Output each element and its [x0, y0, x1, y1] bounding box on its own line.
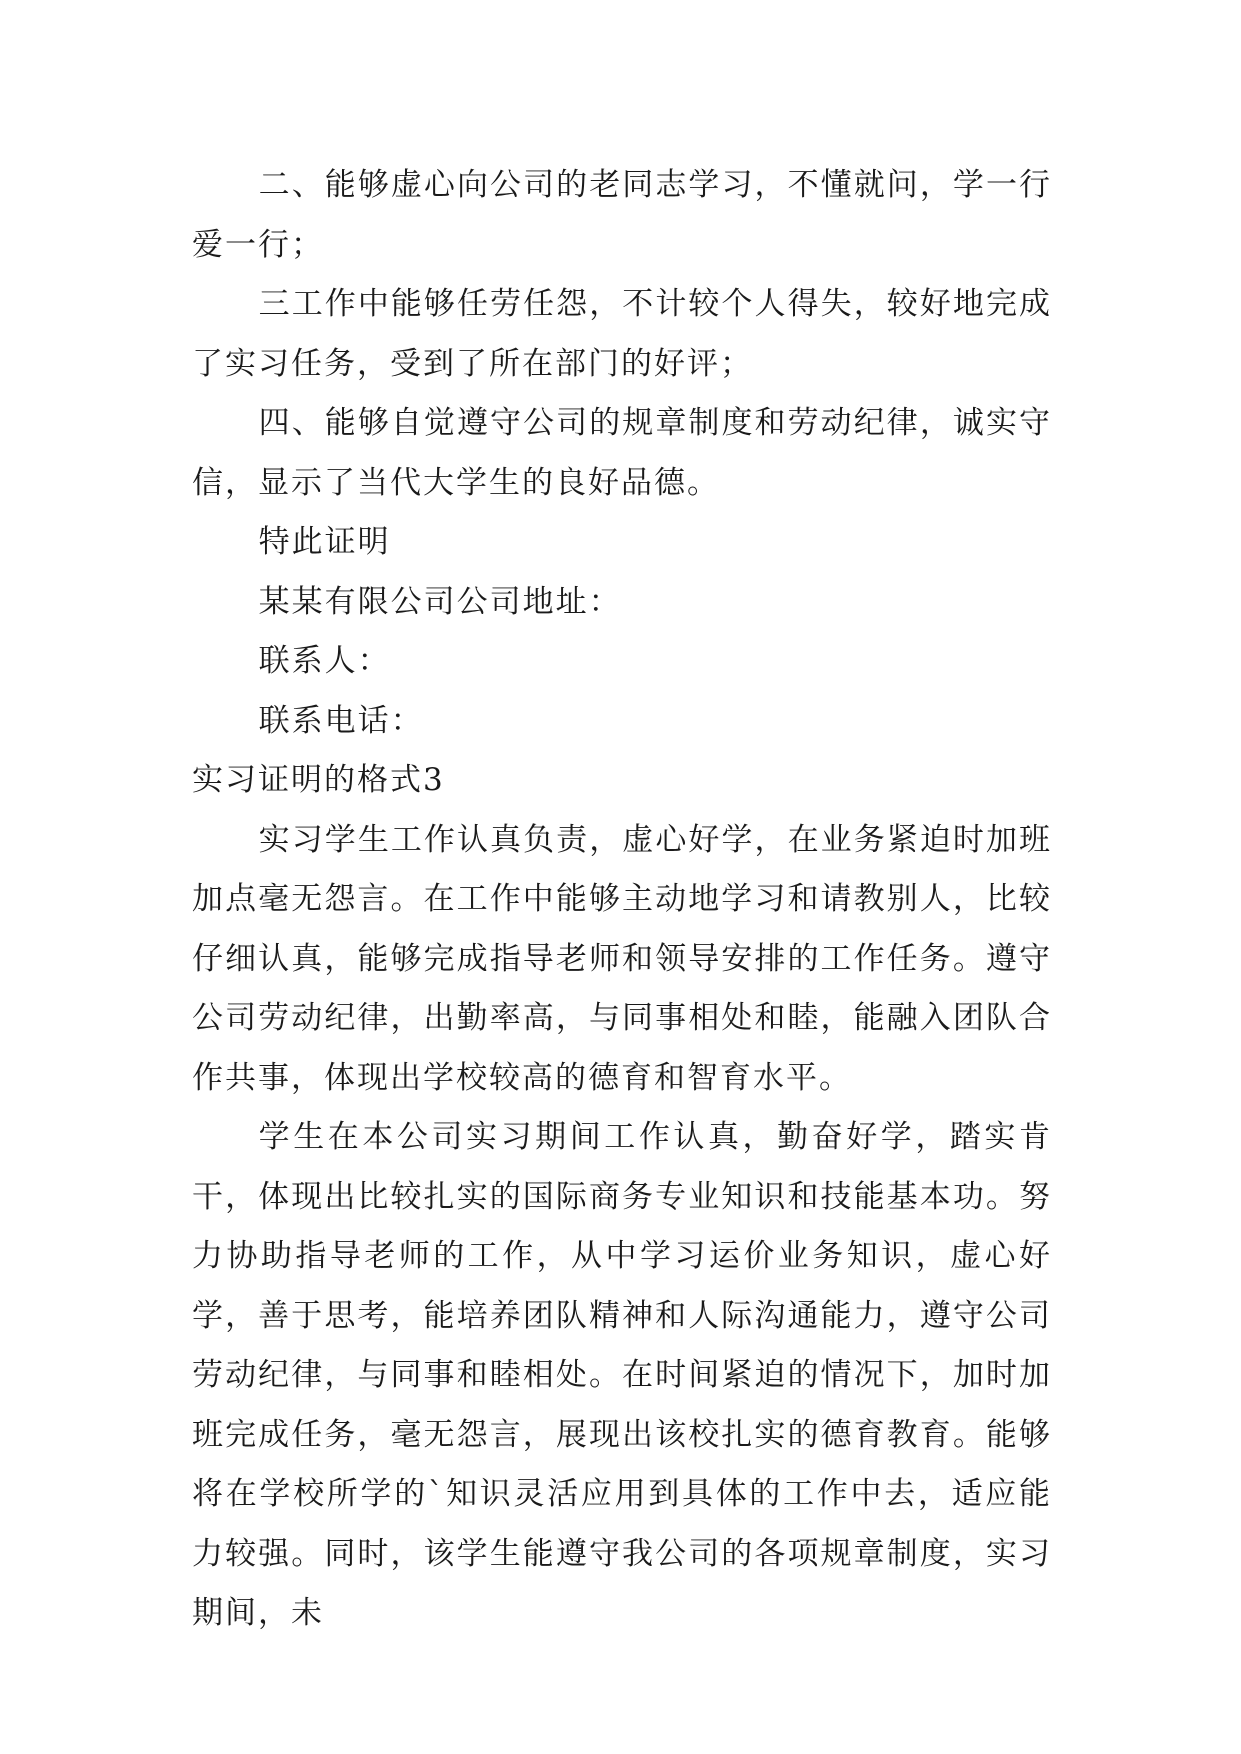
paragraph-item-2: 二、能够虚心向公司的老同志学习，不懂就问，学一行爱一行； [192, 167, 1052, 263]
section-heading: 实习证明的格式3 [192, 762, 445, 798]
certification-statement: 特此证明 [258, 524, 391, 560]
document-body [192, 156, 1052, 1644]
paragraph-item-4: 四、能够自觉遵守公司的规章制度和劳动纪律，诚实守信，显示了当代大学生的良好品德。 [192, 405, 1052, 501]
contact-phone-line: 联系电话： [258, 702, 424, 739]
company-address-line: 某某有限公司公司地址： [258, 583, 622, 620]
paragraph-item-3: 三工作中能够任劳任怨，不计较个人得失，较好地完成了实习任务，受到了所在部门的好评； [192, 286, 1052, 382]
body-paragraph-2: 学生在本公司实习期间工作认真，勤奋好学，踏实肯干，体现出比较扎实的国际商务专业知识和技能基本功。努力协助指导老师的工作，从中学习运价业务知识，虚心好学，善于思考，能培养团队精神和人际沟通能力，遵守公司劳动纪律，与同事和睦相处。在时间紧迫的情况下，加时加班完成任务，毫无怨言，展现出该校扎实的德育教育。能够将在学校所学的`知识灵活应用到具体的工作中去，适应能力较强。同时，该学生能遵守我公司的各项规章制度，实习期间，未 [192, 1119, 1052, 1631]
contact-person-line: 联系人： [258, 643, 391, 679]
body-paragraph-1: 实习学生工作认真负责，虚心好学，在业务紧迫时加班加点毫无怨言。在工作中能够主动地学习和请教别人，比较仔细认真，能够完成指导老师和领导安排的工作任务。遵守公司劳动纪律，出勤率高，与同事相处和睦，能融入团队合作共事，体现出学校较高的德育和智育水平。 [192, 821, 1052, 1096]
